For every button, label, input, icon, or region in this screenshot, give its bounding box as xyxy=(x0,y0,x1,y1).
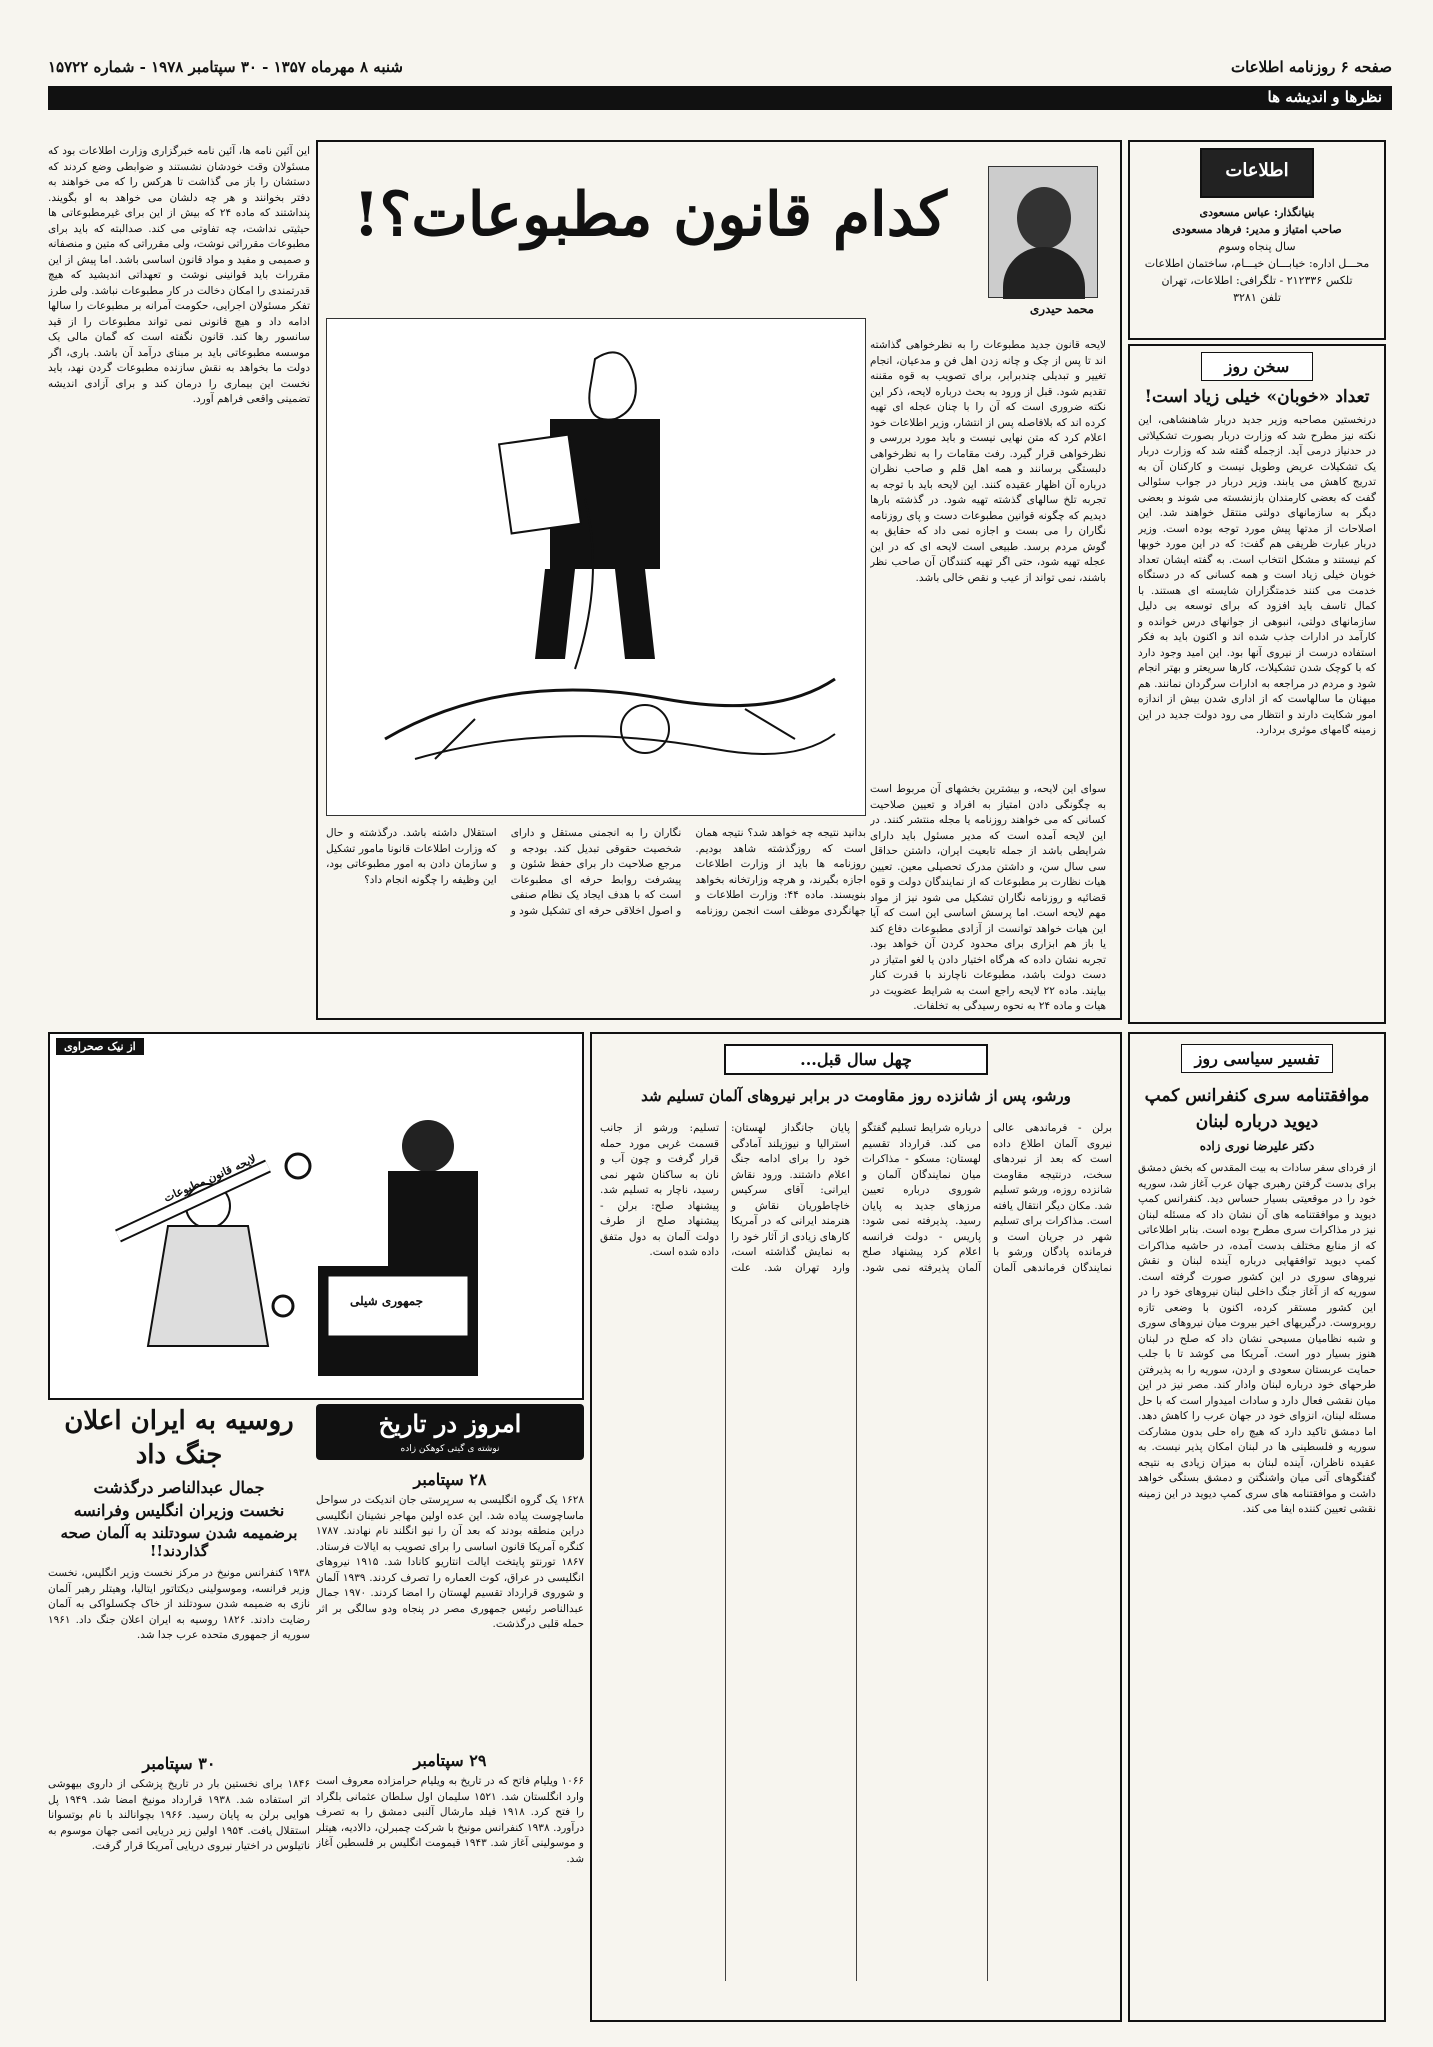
masthead-line: محـــل اداره: خیابـــان خیـــام، ساختمان اطلاعات xyxy=(1144,257,1370,270)
russia-headline: روسیه به ایران اعلان جنگ داد xyxy=(64,1406,294,1470)
tafsir-column xyxy=(1128,1032,1386,2022)
emrooz-items1: ۱۶۲۸ یک گروه انگلیسی به سرپرستی جان اندیکت در سواحل ماساچوست پیاده شد. این عده اولین مهاجر نشینان انگلیسی دراین منطقه بودند که بعد آن را نیو انگلند نام نهادند. ۱۷۸۷ کنگره آمریکا قانون اساسی را برای تصویب به ایالات فرستاد. ۱۸۶۷ تورنتو پایتخت ایالت انتاریو کانادا شد. ۱۹۱۵ نیروهای انگلیسی در عراق، کوت العماره را تصرف کردند. ۱۹۳۹ آلمان و شوروی قرارداد تقسیم لهستان را امضا کردند. ۱۹۷۰ جمال عبدالناصر رئیس جمهوری مصر در پنجاه ودو سالگی بر اثر حمله قلبی درگذشت. xyxy=(316,1494,584,1630)
cartoon-drawing-2 xyxy=(58,1056,578,1396)
emrooz-banner xyxy=(316,1404,584,1460)
cartoon-tag: از نیک صحراوی xyxy=(56,1038,144,1055)
russia-item: نخست وزیران انگلیس وفرانسه xyxy=(73,1501,285,1520)
masthead-line: صاحب امتیاز و مدیر: فرهاد مسعودی xyxy=(1172,223,1342,236)
sokhan-rooz-title: تعداد «خوبان» خیلی زیاد است! xyxy=(1144,387,1370,407)
article-col-bottom: بدانید نتیجه چه خواهد شد؟ نتیجه همان است که روزگذشته شاهد بودیم. روزنامه ها باید از وزارت اطلاعات اجازه بگیرند، و هرچه وزارتخانه بخواهد بنویسند. ماده ۴۴: وزارت اطلاعات و جهانگردی موظف است انجمن روزنامه نگاران را به انجمنی مستقل و دارای شخصیت حقوقی تبدیل کند. بودجه و مرجع صلاحیت دار برای حفظ شئون و پیشرفت روابط حرفه ای مطبوعات است که با هدف ایجاد یک نظام صنفی و اصول اخلاقی حرفه ای تشکیل شود و استقلال داشته باشد. درگذشته و حال که وزارت اطلاعات قانونا مامور تشکیل و سازمان دادن به امور مطبوعاتی بود، این وظیفه را چگونه انجام داد؟ xyxy=(326,827,866,917)
logo xyxy=(1200,148,1314,198)
russia-body: ۱۹۳۸ کنفرانس مونیخ در مرکز نخست وزیر انگلیس، نخست وزیر فرانسه، وموسولینی دیکتاتور ایتالیا، وهیتلر رهبر آلمان نازی به ضمیمه شدن سودتلند از خاک چکسلواکی به آلمان رضایت دادند. ۱۸۲۶ روسیه به ایران اعلان جنگ داد. ۱۹۶۱ سوریه از جمهوری متحده عرب جدا شد. xyxy=(48,1567,310,1641)
sokhan-rooz-tag: سخن روز xyxy=(1201,352,1313,381)
section-band: نظرها و اندیشه ها xyxy=(48,86,1392,110)
masthead-line: سال پنجاه وسوم xyxy=(1218,240,1296,253)
sokhan-rooz-body: درنخستین مصاحبه وزیر جدید دربار شاهنشاهی، این نکته نیز مطرح شد که وزارت دربار بصورت تشکیلاتی در حدنیاز درمی آید. ازجمله گفته شد که وزارت دربار یک تشکیلات عریض وطویل نیست و کارکنان آن به تدریج کاهش می یابند. وزیر دربار در جواب سئوالی گفت که بعضی کارمندان بازنشسته می شوند و بعضی دیگر به سازمانهای دولتی منتقل خواهند شد. این اصلاحات از مدتها پیش مورد توجه بوده است. وزیر دربار عبارت ظریفی هم گفت: که در این مورد خوبها کم نیستند و مشکل انتخاب است. به گفته ایشان تعداد خوبان خیلی زیاد است و همه کسانی که در دستگاه خدمت می کنند خدمتگزاران شایسته ای هستند. با کمال تاسف باید افزود که برای توسعه بی دلیل سازمانهای دولتی، انبوهی از جوانهای درس خوانده و کارآمد در ادارات جذب شده اند و اکنون باید به فکر استفاده درست از نیروی آنها بود. این امید وجود دارد که با کوچک شدن تشکیلات، کارها سریعتر و بهتر انجام شود و مردم در مراجعه به ادارات سرگردان نمانند. هم میهنان ما سالهاست که از اداری شدن بیش از اندازه امور شکایت دارند و انتظار می رود دولت جدید در این زمینه گامهای موثری بردارد. xyxy=(1138,414,1376,736)
press-law-cartoon xyxy=(326,318,866,816)
article-col-right: لایحه قانون جدید مطبوعات را به نظرخواهی گذاشته اند تا پس از چک و چانه زدن اهل فن و مدعیان، انجام تغییر و تبدیلی چندبرابر، برای تصویب به قوه مقننه تقدیم شود. قبل از ورود به بحث درباره لایحه، ذکر این نکته ضروری است که آن را با چنان عجله ای تهیه کرده اند که بلافاصله پس از انتشار، وزیر اطلاعات خود اعلام کرد که متن نهایی نیست و باید مورد بررسی و نظرخواهی قرار گیرد. رفت مقامات را به نظرخواهی دلبستگی برسانند و همه اهل قلم و صاحب نظران درباره آن اظهار عقیده کنند. این لایحه باید با توجه به تجربه تلخ سالهای گذشته تهیه شود. در گذشته بارها دیدیم که چگونه قوانین مطبوعات دست و پای روزنامه نگاران را می بست و اجازه نمی داد که حقایق به گوش مردم برسد. طبیعی است لایحه ای که در این عجله تهیه شود، حتی اگر تهیه کنندگان آن صاحب نظر باشند، نمی تواند از عیب و نقص خالی باشد. xyxy=(870,339,1106,584)
scroll-text: لایحه قانون مطبوعات xyxy=(161,1152,258,1205)
nik-cartoon xyxy=(48,1032,584,1400)
tafsir-tag: تفسیر سیاسی روز xyxy=(1181,1044,1333,1073)
russia-item: برضمیمه شدن سودتلند به آلمان صحه گذاردند!! xyxy=(60,1524,298,1560)
main-article xyxy=(316,140,1122,1020)
russia-column xyxy=(48,1404,310,2022)
sokhan-rooz-column xyxy=(1128,344,1386,1024)
emrooz-title: امروز در تاریخ xyxy=(378,1409,522,1438)
emrooz-column xyxy=(316,1404,584,2022)
masthead-line: تلکس ۲۱۲۳۳۶ - تلگرافی: اطلاعات، تهران xyxy=(1161,274,1353,287)
article-col-middle: سوای این لایحه، و بیشترین بخشهای آن مربوط است به چگونگی دادن امتیاز به افراد و تعیین صلاحیت کسانی که می خواهند روزنامه یا مجله منتشر کنند. در این لایحه آمده است که مدیر مسئول باید دارای شرایطی باشد از جمله تابعیت ایران، داشتن حداقل سی سال سن، و داشتن مدرک تحصیلی معین. تعیین هیات نظارت بر مطبوعات که از نمایندگان دولت و قوه قضائیه و روزنامه نگاران تشکیل می شود نیز از مواد مهم لایحه است. اما پرسش اساسی این است که آیا این هیات خواهد توانست از آزادی مطبوعات دفاع کند یا باز هم ابزاری برای محدود کردن آن خواهد بود. تجربه نشان داده که هرگاه اختیار دادن یا لغو امتیاز در دست دولت باشد، مطبوعات ناچارند با قدرت کنار بیایند. ماده ۲۲ لایحه راجع است به شرایط عضویت در هیات و ماده ۲۴ به نحوه رسیدگی به تخلفات. xyxy=(870,783,1106,1012)
chehel-sal-box xyxy=(590,1032,1122,2022)
emrooz-date1: ۲۸ سپتامبر xyxy=(413,1470,487,1489)
russia-date3: ۳۰ سپتامبر xyxy=(142,1754,216,1773)
box-text: جمهوری شیلی xyxy=(350,1294,424,1308)
page-number: صفحه ۶ روزنامه اطلاعات xyxy=(1230,58,1392,76)
issue-info: شنبه ۸ مهرماه ۱۳۵۷ - ۳۰ سپتامبر ۱۹۷۸ - شماره ۱۵۷۲۲ xyxy=(48,58,403,76)
masthead-line: بنیانگذار: عباس مسعودی xyxy=(1199,206,1315,219)
russia-item: جمال عبدالناصر درگذشت xyxy=(93,1478,265,1497)
chehel-sal-tag: چهل سال قبل... xyxy=(724,1044,988,1075)
main-title: کدام قانون مطبوعات؟! xyxy=(353,180,947,250)
left-article: این آئین نامه ها، آئین نامه خبرگزاری وزارت اطلاعات بود که مسئولان وقت خودشان نشستند و ضوابطی وضع کردند که دستشان را باز می گذاشت تا هرکس را که می خواهند به دفتر بخوانند و هر چه دلشان می خواهد به او بگویند. پنداشتند که ماده ۲۴ که بیش از این برای غیرمطبوعاتی ها حیثیتی نداشت، چه تفاوتی می کند. صدالبته که باید برای مطبوعات مقرراتی نوشت، ولی مقرراتی که متین و منصفانه و صمیمی و مفید و مواد قانون اساسی باشد. اما پیش از این مقررات باید قوانینی نوشت و تعهداتی اندیشید که هیچ قدرتمندی را امکان دخالت در کار مطبوعات نباشد. ولی طرز تفکر مسئولان اجرایی، حکومت آمرانه بر مطبوعات را سالها ادامه داد و هیچ قانونی نمی تواند مطبوعات را از قید سانسور رها کند. قانون نگفته است که گمان مالی یک موسسه مطبوعاتی باید بر مبنای درآمد آن باشد. باری، اگر دولت ما بخواهد به نقش سازنده مطبوعات گردن نهد، باید نخست این بیماری را درمان کند و برای آزادی اندیشه تضمینی واقعی فراهم آورد. xyxy=(48,145,310,405)
emrooz-items2: ۱۰۶۶ ویلیام فاتح که در تاریخ به ویلیام حرامزاده معروف است وارد انگلستان شد. ۱۵۲۱ سلیمان اول سلطان عثمانی بلگراد را فتح کرد. ۱۹۱۸ فیلد مارشال آلنبی دمشق را به تصرف درآورد. ۱۹۳۸ کنفرانس مونیخ با شرکت چمبرلن، دالادیه، هیتلر و موسولینی آغاز شد. ۱۹۴۳ قیمومت انگلیس بر فلسطین آغاز شد. xyxy=(316,1775,584,1865)
emrooz-sub: نوشته ی گیتی کوهکن زاده xyxy=(400,1444,500,1454)
author-photo xyxy=(988,166,1098,298)
tafsir-title: موافقتنامه سری کنفرانس کمپ دیوید درباره لبنان xyxy=(1144,1086,1370,1132)
tafsir-body: از فردای سفر سادات به بیت المقدس که بخش دمشق برای بدست گرفتن رهبری جهان عرب آغاز شد، سوریه خود را در موقعیتی بسیار حساس دید. کنفرانس کمپ دیوید و موافقتنامه های آن نشان داد که مسئله لبنان نیز در مذاکرات سری مطرح بوده است. بنابر اطلاعاتی که از منابع مختلف بدست آمده، در حاشیه مذاکرات کمپ دیوید توافقهایی درباره آینده لبنان و نقش نیروهای سوری در این کشور صورت گرفته است. سوریه که از آغاز جنگ داخلی لبنان نیروهای خود را در این کشور مستقر کرده، اکنون با وضعی تازه روبروست. درگیریهای اخیر بیروت میان نیروهای سوری و شبه نظامیان مسیحی نشان داد که صلح در لبنان هنوز بسیار دور است. آمریکا می کوشد تا با جلب حمایت عربستان سعودی و اردن، سوریه را به پذیرفتن طرحهای خود درباره لبنان وادار کند. مصر نیز در این میان نقشی فعال دارد و سادات امیدوار است که با حل مسئله لبنان، انزوای خود در جهان عرب را کاهش دهد. اما دمشق تاکید دارد که هیچ راه حلی بدون مشارکت سوریه و فلسطینی ها در لبنان امکان پذیر نیست. به عقیده ناظران، آینده لبنان به میزان زیادی به نتیجه گفتگوهای آتی میان واشنگتن و دمشق بستگی خواهد داشت و موافقتنامه های سری کمپ دیوید در این زمینه نقشی تعیین کننده ایفا می کند. xyxy=(1138,1162,1376,1515)
russia-items3: ۱۸۴۶ برای نخستین بار در تاریخ پزشکی از داروی بیهوشی اتر استفاده شد. ۱۹۳۸ قرارداد مونیخ امضا شد. ۱۹۴۹ پل هوایی برلن به پایان رسید. ۱۹۶۶ بچوانالند با نام بوتسوانا استقلال یافت. ۱۹۵۴ اولین زیر دریایی اتمی جهان موسوم به ناتیلوس در اختیار نیروی دریایی آمریکا قرار گرفت. xyxy=(48,1778,310,1852)
masthead-line: تلفن ۳۲۸۱ xyxy=(1233,291,1281,304)
chehel-sal-title: ورشو، پس از شانزده روز مقاومت در برابر نیروهای آلمان تسلیم شد xyxy=(641,1087,1071,1105)
tafsir-author: دکتر علیرضا نوری زاده xyxy=(1199,1139,1315,1153)
masthead xyxy=(1128,140,1386,340)
cartoon-drawing xyxy=(325,319,865,817)
author-name: محمد حیدری xyxy=(1029,302,1094,316)
logo-text: اطلاعات xyxy=(1225,160,1289,181)
emrooz-date2: ۲۹ سپتامبر xyxy=(413,1751,487,1770)
chehel-sal-body: برلن - فرماندهی عالی نیروی آلمان اطلاع داده است که بعد از نبردهای سخت، درنتیجه مقاومت شانزده روزه، ورشو تسلیم شد. مکان دیگر انتقال یافته است. مذاکرات برای تسلیم شهر در جریان است و فرمانده پادگان ورشو با نمایندگان فرماندهی آلمان درباره شرایط تسلیم گفتگو می کند. قرارداد تقسیم لهستان: مسکو - مذاکرات میان نمایندگان آلمان و شوروی درباره تعیین مرزهای جدید به پایان رسید. پذیرفته نمی شود: پاریس - دولت فرانسه اعلام کرد پیشنهاد صلح آلمان پذیرفته نمی شود. پایان جانگداز لهستان: استرالیا و نیوزیلند آمادگی خود را برای ادامه جنگ اعلام داشتند. ورود نقاش ایرانی: آقای سرکیس خاچاطوریان نقاش و هنرمند ایرانی که در آمریکا کارهای زیادی از آثار خود را به نمایش گذاشته است، وارد تهران شد. علت تسلیم: ورشو از جانب قسمت غربی مورد حمله قرار گرفت و چون آب و نان به ساکنان شهر نمی رسید، ناچار به تسلیم شد. پیشنهاد صلح: برلن - پیشنهاد صلح از طرف دولت آلمان به دول متفق داده شده است. xyxy=(600,1122,1112,1274)
